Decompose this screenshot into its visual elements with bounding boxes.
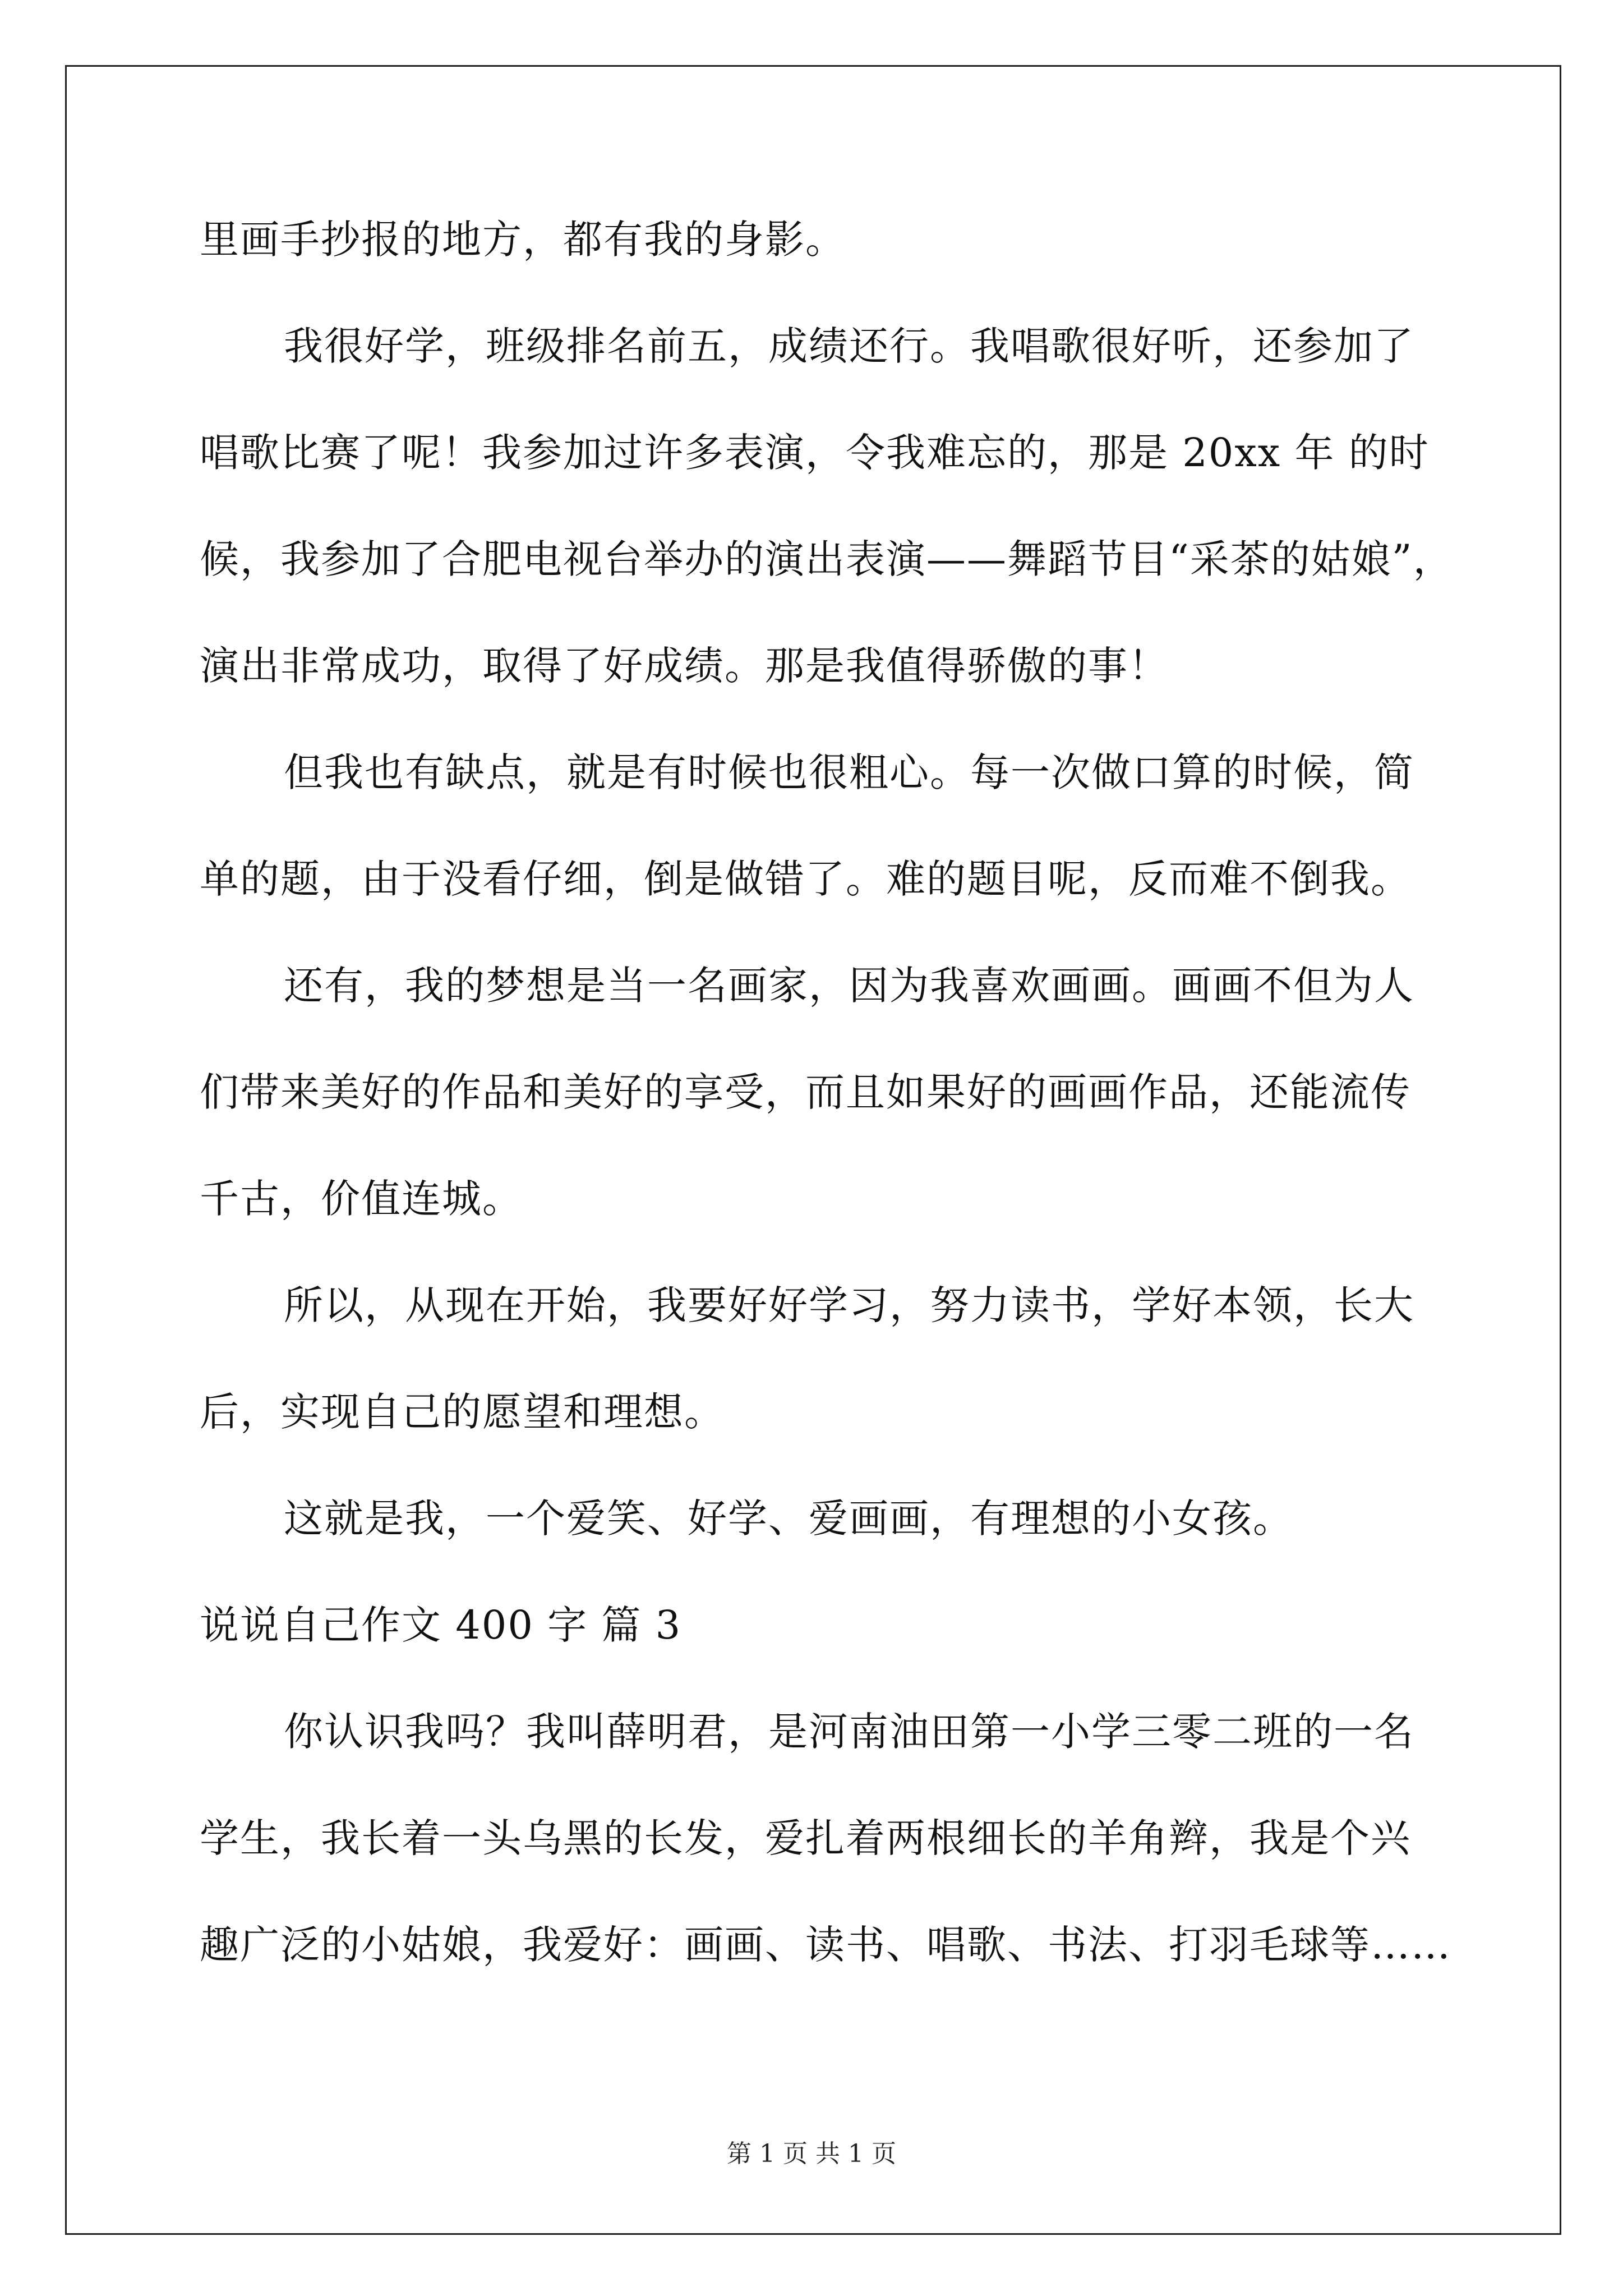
- text-line: 单的题，由于没看仔细，倒是做错了。难的题目呢，反而难不倒我。: [200, 856, 1411, 902]
- paragraph-first-line: 这就是我，一个爱笑、好学、爱画画，有理想的小女孩。: [284, 1496, 1293, 1542]
- paragraph-first-line: 所以，从现在开始，我要好好学习，努力读书，学好本领，长大: [284, 1282, 1414, 1328]
- text-line: 千古，价值连城。: [200, 1176, 523, 1222]
- text-line: 唱歌比赛了呢！我参加过许多表演，令我难忘的，那是 20xx 年 的时: [200, 430, 1430, 476]
- text-line: 里画手抄报的地方，都有我的身影。: [200, 217, 846, 263]
- text-line: 们带来美好的作品和美好的享受，而且如果好的画画作品，还能流传: [200, 1069, 1411, 1115]
- paragraph-first-line: 但我也有缺点，就是有时候也很粗心。每一次做口算的时候，简: [284, 749, 1414, 795]
- text-line: 演出非常成功，取得了好成绩。那是我值得骄傲的事！: [200, 643, 1169, 689]
- text-line: 后，实现自己的愿望和理想。: [200, 1389, 725, 1435]
- paragraph-first-line: 我很好学，班级排名前五，成绩还行。我唱歌很好听，还参加了: [284, 323, 1414, 369]
- paragraph-first-line: 还有，我的梦想是当一名画家，因为我喜欢画画。画画不但为人: [284, 963, 1414, 1009]
- page-border: [65, 65, 1561, 2235]
- text-line: 候，我参加了合肥电视台举办的演出表演——舞蹈节目“采茶的姑娘”，: [200, 536, 1454, 582]
- text-line: 趣广泛的小姑娘，我爱好：画画、读书、唱歌、书法、打羽毛球等……: [200, 1922, 1451, 1968]
- text-line: 学生，我长着一头乌黑的长发，爱扎着两根细长的羊角辫，我是个兴: [200, 1815, 1411, 1861]
- section-heading: 说说自己作文 400 字 篇 3: [200, 1602, 682, 1648]
- page-footer: 第 1 页 共 1 页: [727, 2139, 896, 2168]
- paragraph-first-line: 你认识我吗？我叫薛明君，是河南油田第一小学三零二班的一名: [284, 1709, 1414, 1755]
